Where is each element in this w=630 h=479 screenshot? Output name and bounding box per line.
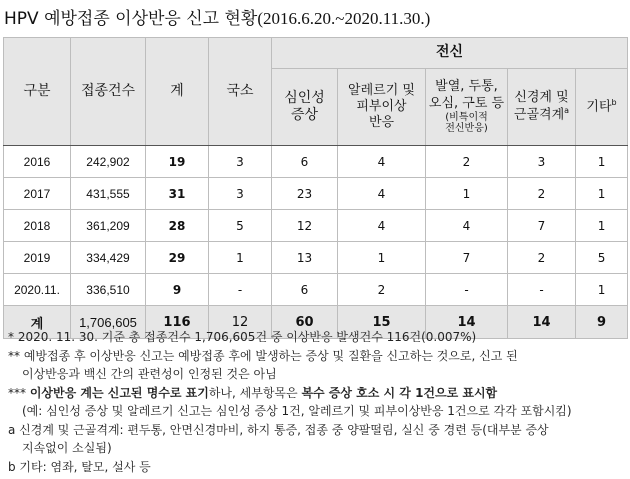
cell-neuro: 23 [272,178,338,210]
cell-total-total: 116 [146,306,209,339]
note-3-line1 [8,384,620,403]
cell-allergy: 4 [338,178,426,210]
cell-total-local: 12 [209,306,272,339]
cell-other: 1 [576,210,628,242]
cell-total-label: 계 [4,306,71,339]
header-vaccinations: 접종건수 [71,38,146,146]
cell-year: 2017 [4,178,71,210]
note-3-prefix: *** [8,385,30,400]
cell-allergy: 4 [338,210,426,242]
cell-neuromuscular: 3 [508,146,576,178]
cell-neuromuscular: 2 [508,242,576,274]
note-a-line2: 지속없이 소실됨) [22,441,112,455]
cell-local: 3 [209,178,272,210]
cell-vaccinations: 242,902 [71,146,146,178]
cell-allergy: 1 [338,242,426,274]
report-title [4,4,430,29]
header-other [576,69,628,146]
note-a-line1: a 신경계 및 근골격계: 편두통, 안면신경마비, 하지 통증, 접종 중 양팔떨림, 실신 중 경련 등(대부분 증상 [8,422,549,437]
cell-total-neuro: 60 [272,306,338,339]
note-3-bold-2: 복수 증상 호소 시 각 1건으로 표시함 [301,385,498,400]
cell-other: 5 [576,242,628,274]
header-neuromuscular-line1: 신경계 및 [514,90,569,106]
note-1: * 2020. 11. 30. 기준 총 접종건수 1,706,605건 중 이상반응 발생건수 116건(0.007%) [8,330,477,344]
table-row [4,146,628,178]
cell-vaccinations: 334,429 [71,242,146,274]
note-3-bold-1: 이상반응 계는 신고된 명수로 표기 [29,385,209,400]
cell-neuromuscular: - [508,274,576,306]
note-3-line2: (예: 심인성 증상 및 알레르기 신고는 심인성 증상 1건, 알레르기 및 피부이상반응 1건으로 각각 포함시킴) [22,404,572,418]
cell-other: 1 [576,274,628,306]
header-fever-line4: 전신반응) [445,123,488,135]
cell-total: 31 [146,178,209,210]
header-category: 구분 [4,38,71,146]
header-neuromuscular [508,69,576,146]
cell-other: 1 [576,178,628,210]
cell-fever: 1 [426,178,508,210]
header-fever-line2: 오심, 구토 등 [428,95,505,111]
header-fever-line3: (비특이적 [445,111,488,123]
header-allergy-line3: 반응 [368,115,395,131]
cell-total: 9 [146,274,209,306]
cell-local: 1 [209,242,272,274]
cell-neuromuscular: 2 [508,178,576,210]
cell-local: 3 [209,146,272,178]
cell-fever: 7 [426,242,508,274]
cell-total-fever: 14 [426,306,508,339]
cell-neuro: 6 [272,146,338,178]
cell-neuro: 13 [272,242,338,274]
cell-allergy: 2 [338,274,426,306]
table-row [4,242,628,274]
cell-vaccinations: 431,555 [71,178,146,210]
cell-total-neuromuscular: 14 [508,306,576,339]
header-neuro-line2: 증상 [290,107,319,123]
note-2-line1: ** 예방접종 후 이상반응 신고는 예방접종 후에 발생하는 증상 및 질환을 신고하는 것으로, 신고 된 [8,348,518,363]
header-allergy-line2: 피부이상 [356,98,407,114]
cell-other: 1 [576,146,628,178]
footnotes [8,328,620,476]
note-b: b 기타: 염좌, 탈모, 설사 등 [8,459,151,474]
cell-total-other: 9 [576,306,628,339]
cell-local: - [209,274,272,306]
table-row [4,274,628,306]
header-systemic: 전신 [272,38,628,69]
header-local: 국소 [209,38,272,146]
title-text: HPV 예방접종 이상반응 신고 현황 [4,9,258,29]
cell-total: 29 [146,242,209,274]
cell-total-vaccinations: 1,706,605 [71,306,146,339]
table-row [4,178,628,210]
cell-vaccinations: 336,510 [71,274,146,306]
cell-fever: 2 [426,146,508,178]
header-neuro [272,69,338,146]
cell-vaccinations: 361,209 [71,210,146,242]
cell-year: 2020.11. [4,274,71,306]
note-3-mid: 하나, 세부항목은 [208,385,302,400]
header-allergy [338,69,426,146]
cell-neuromuscular: 7 [508,210,576,242]
header-other-label: 기타 [586,99,612,115]
header-neuromuscular-sup: a [564,106,570,116]
cell-local: 5 [209,210,272,242]
cell-year: 2018 [4,210,71,242]
header-total: 계 [146,38,209,146]
cell-fever: - [426,274,508,306]
note-2-line2: 이상반응과 백신 간의 관련성이 인정된 것은 아님 [22,367,277,381]
cell-year: 2016 [4,146,71,178]
header-fever-line1: 발열, 두통, [435,79,498,95]
header-fever [426,69,508,146]
header-neuromuscular-line2: 근골격계 [513,107,565,123]
cell-total-allergy: 15 [338,306,426,339]
header-other-sup: b [611,98,617,108]
header-neuro-line1: 심인성 [284,89,325,106]
cell-fever: 4 [426,210,508,242]
cell-total: 19 [146,146,209,178]
header-allergy-line1: 알레르기 및 [348,82,415,98]
cell-neuro: 6 [272,274,338,306]
cell-year: 2019 [4,242,71,274]
adverse-event-table [3,37,628,339]
title-date-range: (2016.6.20.~2020.11.30.) [257,9,431,28]
table-row [4,210,628,242]
cell-neuro: 12 [272,210,338,242]
cell-total: 28 [146,210,209,242]
cell-allergy: 4 [338,146,426,178]
